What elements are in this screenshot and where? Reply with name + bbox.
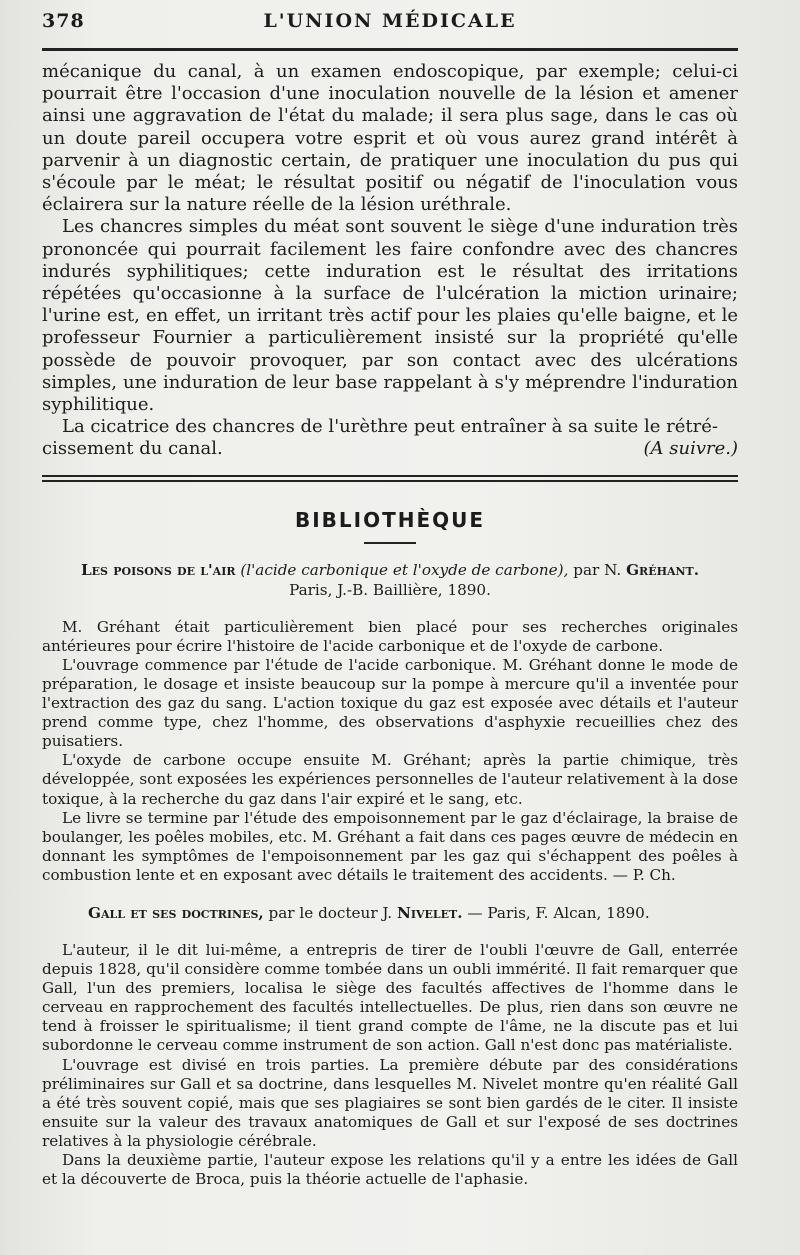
author-prefix: par N. [573,560,622,579]
paragraph: Dans la deuxième partie, l'auteur expose les relations qu'il y a entre les idées de Gall et la découverte de Broca, puis la théorie actuelle de l'aphasie. [42,1151,738,1189]
paragraph: L'oxyde de carbone occupe ensuite M. Gréhant; après la partie chimique, très développée, sont exposées les expériences personnelles de l'auteur relativement à la dose toxique, à la recherche du gaz dans l'air expiré et le sang, etc. [42,751,738,808]
header-rule [42,48,738,51]
section-title: BIBLIOTHÈQUE [294,507,486,532]
to-be-continued: (A suivre.) [643,438,738,460]
review-poisons-air [42,560,738,885]
author-name: Nivelet. [396,903,463,922]
review-gall [42,903,738,1189]
page-number: 378 [42,10,85,32]
author-name: Gréhant. [626,560,700,579]
paragraph: Les chancres simples du méat sont souvent le siège d'une induration très prononcée qui pourrait facilement les faire confondre avec des chancres indurés syphilitiques; cette induration est le résultat des irritations répétées qu'occasionne à la surface de l'ulcération la miction urinaire; l'urine est, en effet, un irritant très actif pour les plaies qu'elle baigne, et le professeur Fournier a particulièrement insisté sur la propriété qu'elle possède de pouvoir provoquer, par son contact avec des ulcérations simples, une induration de leur base rappelant à s'y méprendre l'induration syphilitique. [42,216,738,416]
spacer [42,885,738,899]
publisher: — Paris, F. Alcan, 1890. [467,903,650,922]
paragraph-end [42,438,738,460]
book-reference [42,560,738,600]
paragraph: M. Gréhant était particulièrement bien placé pour ses recherches originales antérieures pour écrire l'histoire de l'acide carbonique et de l'oxyde de carbone. [42,617,738,655]
book-title: Gall et ses doctrines, [88,903,264,922]
book-subtitle: (l'acide carbonique et l'oxyde de carbone), [240,560,569,579]
paragraph: L'ouvrage commence par l'étude de l'acide carbonique. M. Gréhant donne le mode de préparation, le dosage et insiste beaucoup sur la pompe à mercure qu'il a inventée pour l'extraction des gaz du sang. L'action toxique du gaz est exposée avec détails et l'auteur prend comme type, chez l'homme, des observations d'asphyxie recueillies chez des puisatiers. [42,655,738,751]
book-title: Les poisons de l'air [80,560,236,579]
paragraph: La cicatrice des chancres de l'urèthre peut entraîner à sa suite le rétré- [62,416,718,438]
running-head [42,10,738,40]
paragraph: mécanique du canal, à un examen endoscopique, par exemple; celui-ci pourrait être l'occasion d'une inoculation nouvelle de la lésion et amener ainsi une aggravation de l'état du malade; il sera plus sage, dans le cas où un doute pareil occupera votre esprit et où vous aurez grand intérêt à parvenir à un diagnostic certain, de pratiquer une inoculation du pus qui s'écoule par le méat; le résultat positif ou négatif de l'inoculation vous éclairera sur la nature réelle de la lésion uréthrale. [42,61,738,216]
title-underline [364,542,416,544]
publisher: Paris, J.-B. Baillière, 1890. [289,580,491,599]
book-reference [42,903,738,923]
author-prefix: par le docteur J. [268,903,393,922]
paragraph: L'ouvrage est divisé en trois parties. La première débute par des considérations préliminaires sur Gall et sa doctrine, dans lesquelles M. Nivelet montre qu'en réalité Gall a été très souvent copié, mais que ses plagiaires se sont bien gardés de le citer. Il insiste ensuite sur la valeur des travaux anatomiques de Gall et sur l'exposé de ses doctrines relatives à la physiologie cérébrale. [42,1055,738,1150]
section-divider [42,475,738,482]
article-continuation [42,61,738,461]
paragraph-text: cissement du canal. [42,438,223,460]
paragraph: L'auteur, il le dit lui-même, a entrepris de tirer de l'oubli l'œuvre de Gall, enterrée depuis 1828, qu'il considère comme tombée dans un oubli immérité. Il fait remarquer que Gall, l'un des premiers, localisa le siège des facultés affectives de l'homme dans le cerveau en rapprochement des facultés intellectuelles. De plus, rien dans son œuvre ne tend à froisser le spiritualisme; il tient grand compte de l'âme, ne la discute pas et lui subordonne le cerveau comme instrument de son action. Gall n'est donc pas matérialiste. [42,940,738,1055]
journal-title: L'UNION MÉDICALE [263,10,517,32]
paragraph: Le livre se termine par l'étude des empoisonnement par le gaz d'éclairage, la braise de boulanger, les poêles mobiles, etc. M. Gréhant a fait dans ces pages œuvre de médecin en donnant les symptômes de l'empoisonnement par les gaz qui s'échappent des poêles à combustion lente et en exposant avec détails le traitement des accidents. — P. Ch. [42,808,738,884]
